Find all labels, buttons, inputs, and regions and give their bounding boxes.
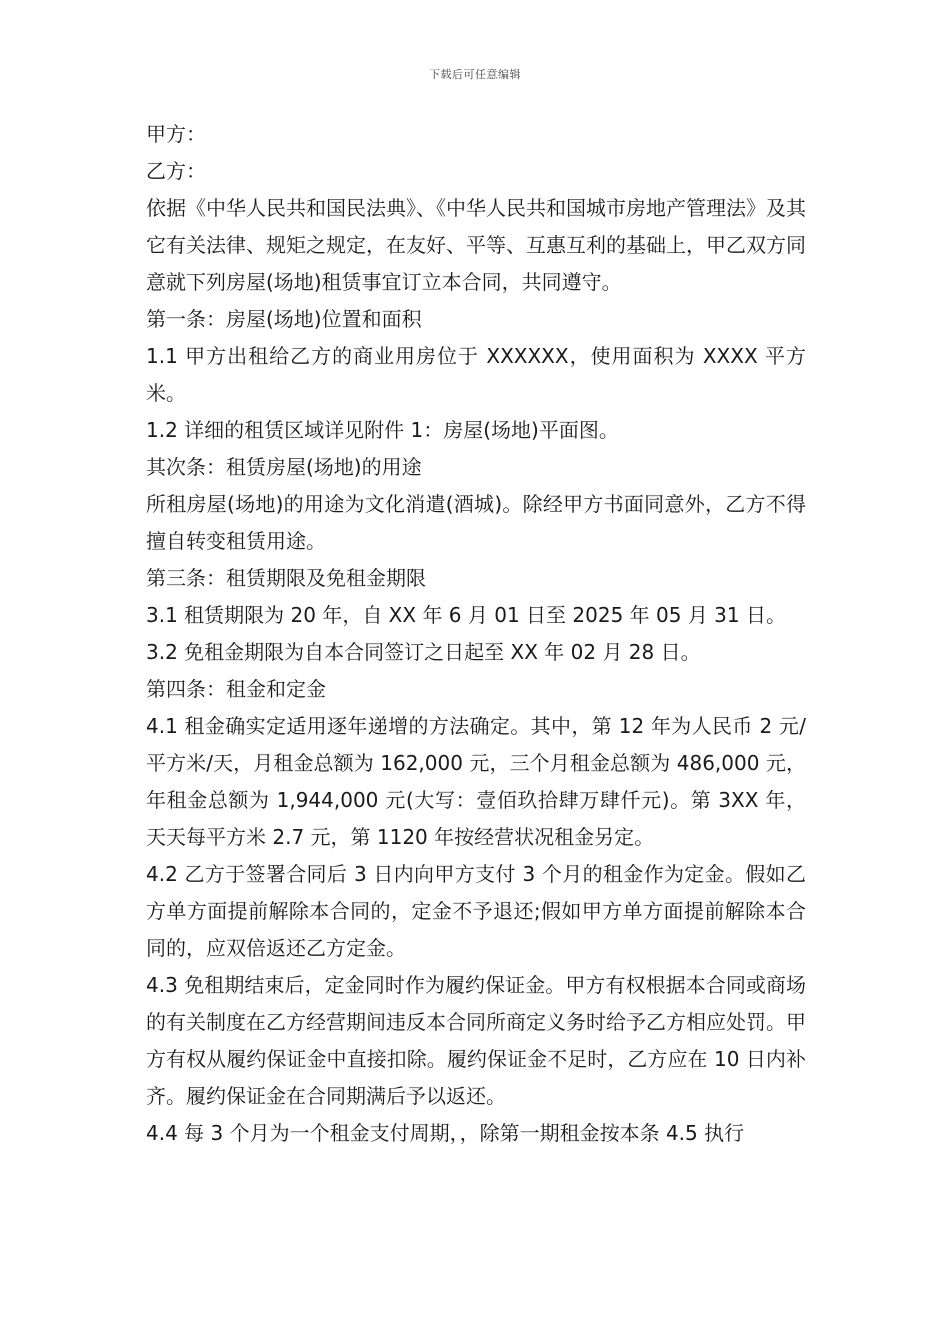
party-a-line: 甲方：: [146, 122, 206, 146]
clause-1-1: 1.1 甲方出租给乙方的商业用房位于 XXXXXX，使用面积为 XXXX 平方米。: [146, 344, 806, 405]
clause-4-4: 4.4 每 3 个月为一个租金支付周期，，除第一期租金按本条 4.5 执行: [146, 1121, 745, 1145]
clause-3-1: 3.1 租赁期限为 20 年，自 XX 年 6 月 01 日至 2025 年 05 月 31 日。: [146, 603, 786, 627]
clause-4-2: 4.2 乙方于签署合同后 3 日内向甲方支付 3 个月的租金作为定金。假如乙方单方面提前解除本合同的，定金不予退还;假如甲方单方面提前解除本合同的，应双倍返还乙方定金。: [146, 862, 806, 960]
clause-4-3: 4.3 免租期结束后，定金同时作为履约保证金。甲方有权根据本合同或商场的有关制度在乙方经营期间违反本合同所商定义务时给予乙方相应处罚。甲方有权从履约保证金中直接扣除。履约保证金不足时，乙方应在 10 日内补齐。履约保证金在合同期满后予以返还。: [146, 973, 806, 1108]
clause-4-1: 4.1 租金确实定适用逐年递增的方法确定。其中，第 12 年为人民币 2 元/平方米/天，月租金总额为 162,000 元，三个月租金总额为 486,000 元，年租金总额为 1,944,000 元(大写：壹佰玖拾肆万肆仟元)。第 3XX 年，天天每平方米 2.7 元，第 1120 年按经营状况租金另定。: [146, 714, 806, 849]
article-4-heading: 第四条：租金和定金: [146, 677, 326, 701]
article-3-heading: 第三条：租赁期限及免租金期限: [146, 566, 426, 590]
article-2-heading: 其次条：租赁房屋(场地)的用途: [146, 455, 422, 479]
preamble-paragraph: 依据《中华人民共和国民法典》、《中华人民共和国城市房地产管理法》及其它有关法律、规矩之规定，在友好、平等、互惠互利的基础上，甲乙双方同意就下列房屋(场地)租赁事宜订立本合同，共同遵守。: [146, 196, 806, 294]
clause-1-2: 1.2 详细的租赁区域详见附件 1：房屋(场地)平面图。: [146, 418, 619, 442]
article-2-body: 所租房屋(场地)的用途为文化消遣(酒城)。除经甲方书面同意外，乙方不得擅自转变租赁用途。: [146, 492, 806, 553]
article-1-heading: 第一条：房屋(场地)位置和面积: [146, 307, 422, 331]
contract-body: [146, 116, 806, 1152]
clause-3-2: 3.2 免租金期限为自本合同签订之日起至 XX 年 02 月 28 日。: [146, 640, 701, 664]
page-header-note: 下载后可任意编辑: [429, 68, 521, 81]
party-b-line: 乙方：: [146, 159, 206, 183]
